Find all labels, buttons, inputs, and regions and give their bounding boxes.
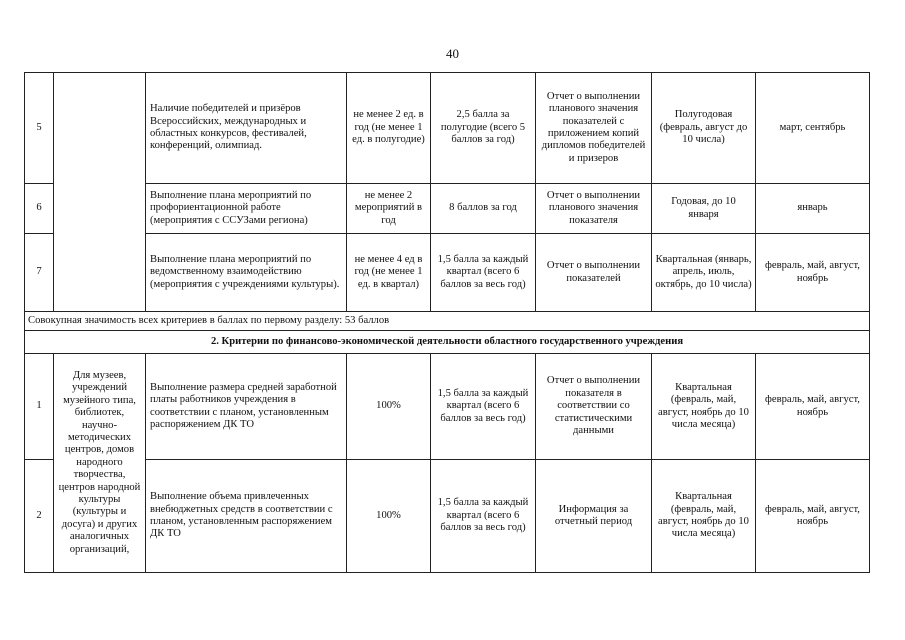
target-value: 100% <box>347 354 431 460</box>
row-number: 2 <box>25 460 54 573</box>
institution-type-cell-empty <box>54 73 146 312</box>
points: 8 баллов за год <box>431 184 536 234</box>
table-row <box>25 354 870 460</box>
target-value: не менее 2 мероприятий в год <box>347 184 431 234</box>
points: 1,5 балла за каждый квартал (всего 6 баллов за весь год) <box>431 234 536 312</box>
target-value: не менее 4 ед в год (не менее 1 ед. в квартал) <box>347 234 431 312</box>
periodicity: Квартальная (февраль, май, август, ноябрь до 10 числа месяца) <box>652 460 756 573</box>
target-value: 100% <box>347 460 431 573</box>
row-number: 5 <box>25 73 54 184</box>
payment-months: февраль, май, август, ноябрь <box>756 460 870 573</box>
report-form: Отчет о выполнении показателя в соответствии со статистическими данными <box>536 354 652 460</box>
table-row <box>25 234 870 312</box>
total-score: Совокупная значимость всех критериев в баллах по первому разделу: 53 баллов <box>25 312 870 331</box>
total-row <box>25 312 870 331</box>
payment-months: январь <box>756 184 870 234</box>
points: 1,5 балла за каждый квартал (всего 6 баллов за весь год) <box>431 460 536 573</box>
row-number: 1 <box>25 354 54 460</box>
periodicity: Квартальная (февраль, май, август, ноябрь до 10 числа месяца) <box>652 354 756 460</box>
payment-months: февраль, май, август, ноябрь <box>756 354 870 460</box>
criterion-name: Выполнение объема привлеченных внебюджетных средств в соответствии с планом, установленным распоряжением ДК ТО <box>146 460 347 573</box>
target-value: не менее 2 ед. в год (не менее 1 ед. в полугодие) <box>347 73 431 184</box>
points: 1,5 балла за каждый квартал (всего 6 баллов за весь год) <box>431 354 536 460</box>
table-row <box>25 460 870 573</box>
criterion-name: Выполнение плана мероприятий по профориентационной работе (мероприятия с ССУЗами региона) <box>146 184 347 234</box>
section-2-title: 2. Критерии по финансово-экономической деятельности областного государственного учреждения <box>25 331 870 354</box>
periodicity: Полугодовая (февраль, август до 10 числа) <box>652 73 756 184</box>
criteria-table <box>24 72 870 573</box>
criterion-name: Выполнение плана мероприятий по ведомственному взаимодействию (мероприятия с учреждениями культуры). <box>146 234 347 312</box>
report-form: Отчет о выполнении планового значения показателя <box>536 184 652 234</box>
row-number: 6 <box>25 184 54 234</box>
payment-months: март, сентябрь <box>756 73 870 184</box>
points: 2,5 балла за полугодие (всего 5 баллов за год) <box>431 73 536 184</box>
periodicity: Годовая, до 10 января <box>652 184 756 234</box>
criterion-name: Наличие победителей и призёров Всероссийских, международных и областных конкурсов, фестивалей, конференций, олимпиад. <box>146 73 347 184</box>
table-row <box>25 184 870 234</box>
report-form: Отчет о выполнении планового значения показателей с приложением копий дипломов победителей и призеров <box>536 73 652 184</box>
page-number: 40 <box>446 46 459 61</box>
row-number: 7 <box>25 234 54 312</box>
report-form: Информация за отчетный период <box>536 460 652 573</box>
institution-type: Для музеев, учреждений музейного типа, библиотек, научно-методических центров, домов народного творчества, центров народной культуры (культуры и досуга) и других аналогичных организаций, <box>54 354 146 573</box>
section-header-row <box>25 331 870 354</box>
table-row <box>25 73 870 184</box>
report-form: Отчет о выполнении показателей <box>536 234 652 312</box>
criterion-name: Выполнение размера средней заработной платы работников учреждения в соответствии с планом, установленным распоряжением ДК ТО <box>146 354 347 460</box>
payment-months: февраль, май, август, ноябрь <box>756 234 870 312</box>
periodicity: Квартальная (январь, апрель, июль, октябрь, до 10 числа) <box>652 234 756 312</box>
